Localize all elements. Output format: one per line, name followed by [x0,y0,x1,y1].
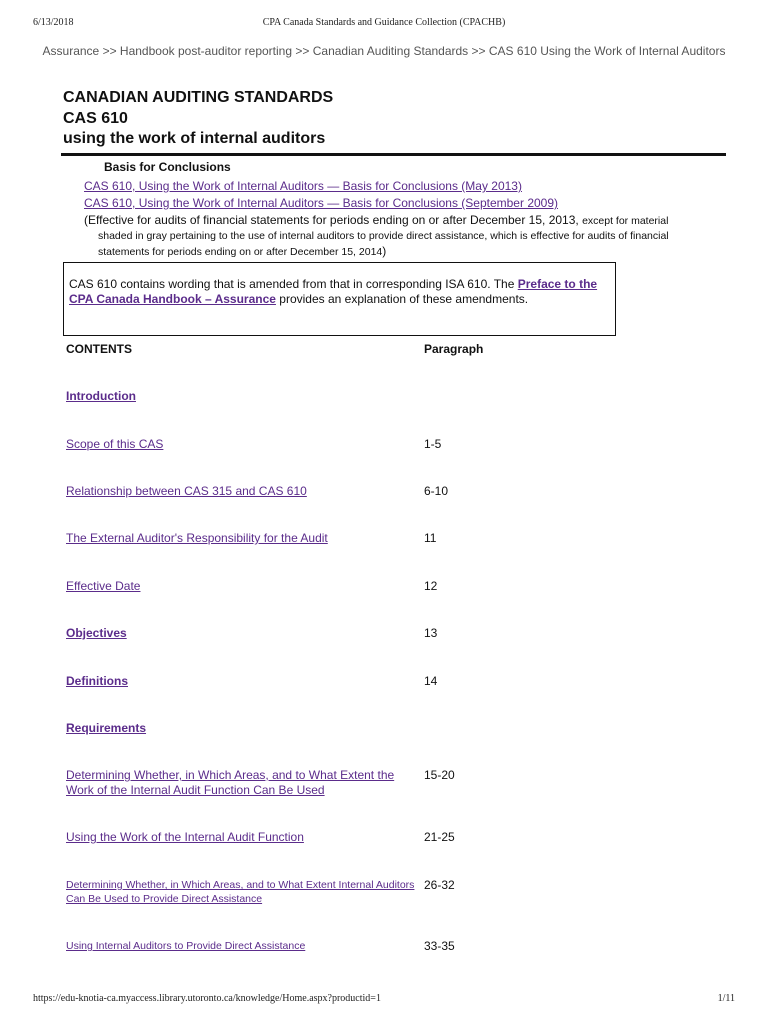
amendment-notice [63,262,616,336]
toc-paragraph-responsibility: 11 [424,531,437,545]
basis-heading: Basis for Conclusions [104,160,231,174]
breadcrumb-item-standards[interactable]: Canadian Auditing Standards [312,44,469,58]
print-header [0,17,768,31]
breadcrumb-item-handbook[interactable]: Handbook post-auditor reporting [119,44,293,58]
toc-link-using-function[interactable]: Using the Work of the Internal Audit Function [66,830,304,844]
toc-link-requirements[interactable]: Requirements [66,721,147,735]
toc-paragraph-scope: 1-5 [424,437,442,451]
effective-close: ) [382,244,387,258]
effective-small-2: shaded in gray pertaining to the use of internal auditors to provide direct assistance, which is effective for audits of financial [98,230,669,242]
breadcrumb [0,44,768,58]
notice-text-after: provides an explanation of these amendments. [279,292,529,306]
toc-paragraph-effective-date: 12 [424,579,438,593]
toc-link-objectives[interactable]: Objectives [66,626,127,640]
basis-link-may-2013[interactable]: CAS 610, Using the Work of Internal Auditors — Basis for Conclusions (May 2013) [84,179,522,193]
toc-paragraph-determining-function: 15-20 [424,768,455,782]
toc-link-relationship[interactable]: Relationship between CAS 315 and CAS 610 [66,484,307,498]
toc-link-using-direct[interactable]: Using Internal Auditors to Provide Direct Assistance [66,940,306,952]
notice-text-before: CAS 610 contains wording that is amended from that in corresponding ISA 610. The [69,277,515,291]
toc-link-scope[interactable]: Scope of this CAS [66,437,164,451]
basis-link-september-2009[interactable]: CAS 610, Using the Work of Internal Auditors — Basis for Conclusions (September 2009) [84,196,559,210]
breadcrumb-separator: >> [102,44,117,58]
toc-link-definitions[interactable]: Definitions [66,674,128,688]
toc-link-responsibility[interactable]: The External Auditor's Responsibility for the Audit [66,531,328,545]
toc-paragraph-definitions: 14 [424,674,438,688]
print-document-title: CPA Canada Standards and Guidance Collection (CPACHB) [262,17,506,28]
toc-paragraph-objectives: 13 [424,626,438,640]
paragraph-heading: Paragraph [424,342,484,356]
print-footer [0,993,768,1007]
title-line-cas: CAS 610 [63,109,128,127]
preface-link[interactable]: Preface to the CPA Canada Handbook – Assurance [69,277,598,306]
effective-main: (Effective for audits of financial statements for periods ending on or after December 15, 2013, [84,213,579,227]
effective-small-3: statements for periods ending on or after December 15, 2014 [98,246,383,258]
toc-link-introduction[interactable]: Introduction [66,389,136,403]
toc-paragraph-using-direct: 33-35 [424,939,455,953]
title-line-standards: CANADIAN AUDITING STANDARDS [63,89,334,106]
title-divider [61,153,726,156]
effective-small-1: except for material [582,215,669,227]
effective-date-note [84,213,724,260]
toc-paragraph-relationship: 6-10 [424,484,449,498]
print-date: 6/13/2018 [33,17,74,28]
breadcrumb-item-cas610[interactable]: CAS 610 Using the Work of Internal Auditors [488,44,726,58]
page-number: 1/11 [717,993,735,1004]
contents-heading: CONTENTS [66,342,132,356]
toc-link-determining-function[interactable]: Determining Whether, in Which Areas, and to What Extent the Work of the Internal Audit Function Can Be Used [66,768,395,797]
toc-paragraph-determining-direct: 26-32 [424,878,455,892]
toc-link-effective-date[interactable]: Effective Date [66,579,141,593]
title-line-subject: using the work of internal auditors [63,130,326,147]
breadcrumb-separator: >> [471,44,486,58]
breadcrumb-item-assurance[interactable]: Assurance [42,44,100,58]
toc-link-determining-direct[interactable]: Determining Whether, in Which Areas, and to What Extent Internal Auditors Can Be Used to Provide Direct Assistance [66,879,415,905]
toc-paragraph-using-function: 21-25 [424,830,455,844]
print-url: https://edu-knotia-ca.myaccess.library.utoronto.ca/knowledge/Home.aspx?productid=1 [33,993,381,1004]
breadcrumb-separator: >> [295,44,310,58]
page-title [63,88,333,150]
